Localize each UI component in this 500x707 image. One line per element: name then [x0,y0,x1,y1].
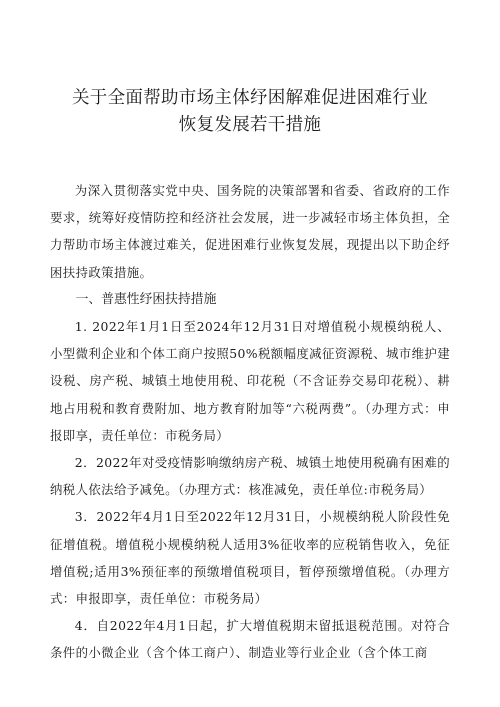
measure-item-2: 2．2022年对受疫情影响缴纳房产税、城镇土地使用税确有困难的纳税人依法给予减免。（办理方式：核准减免，责任单位:市税务局） [50,455,450,498]
title-line-1: 关于全面帮助市场主体纾困解难促进困难行业 [72,88,428,108]
measure-item-3: 3．2022年4月1日至2022年12月31日，小规模纳税人阶段性免征增值税。增值税小规模纳税人适用3%征收率的应税销售收入，免征增值税;适用3%预征率的预缴增值税项目，暂停预缴增值税。（办理方式：申报即享，责任单位：市税务局） [50,509,450,607]
section-heading: 一、普惠性纾困扶持措施 [75,291,217,307]
measure-item-4: 4．自2022年4月1日起，扩大增值税期末留抵退税范围。对符合条件的小微企业（含个体工商户）、制造业等行业企业（含个体工商 [50,618,450,661]
title-line-2: 恢复发展若干措施 [178,115,322,135]
document-body [50,177,450,667]
measure-item-1: 1. 2022年1月1日至2024年12月31日对增值税小规模纳税人、小型微利企业和个体工商户按照50%税额幅度减征资源税、城市维护建设税、房产税、城镇土地使用税、印花税（不含证券交易印花税）、耕地占用税和教育费附加、地方教育附加等“六税两费”。（办理方式：申报即享，责任单位：市税务局） [50,319,450,443]
intro-paragraph: 为深入贯彻落实党中央、国务院的决策部署和省委、省政府的工作要求，统筹好疫情防控和经济社会发展，进一步减轻市场主体负担，全力帮助市场主体渡过难关，促进困难行业恢复发展，现提出以下助企纾困扶持政策措施。 [50,183,450,280]
document-title [50,0,450,139]
